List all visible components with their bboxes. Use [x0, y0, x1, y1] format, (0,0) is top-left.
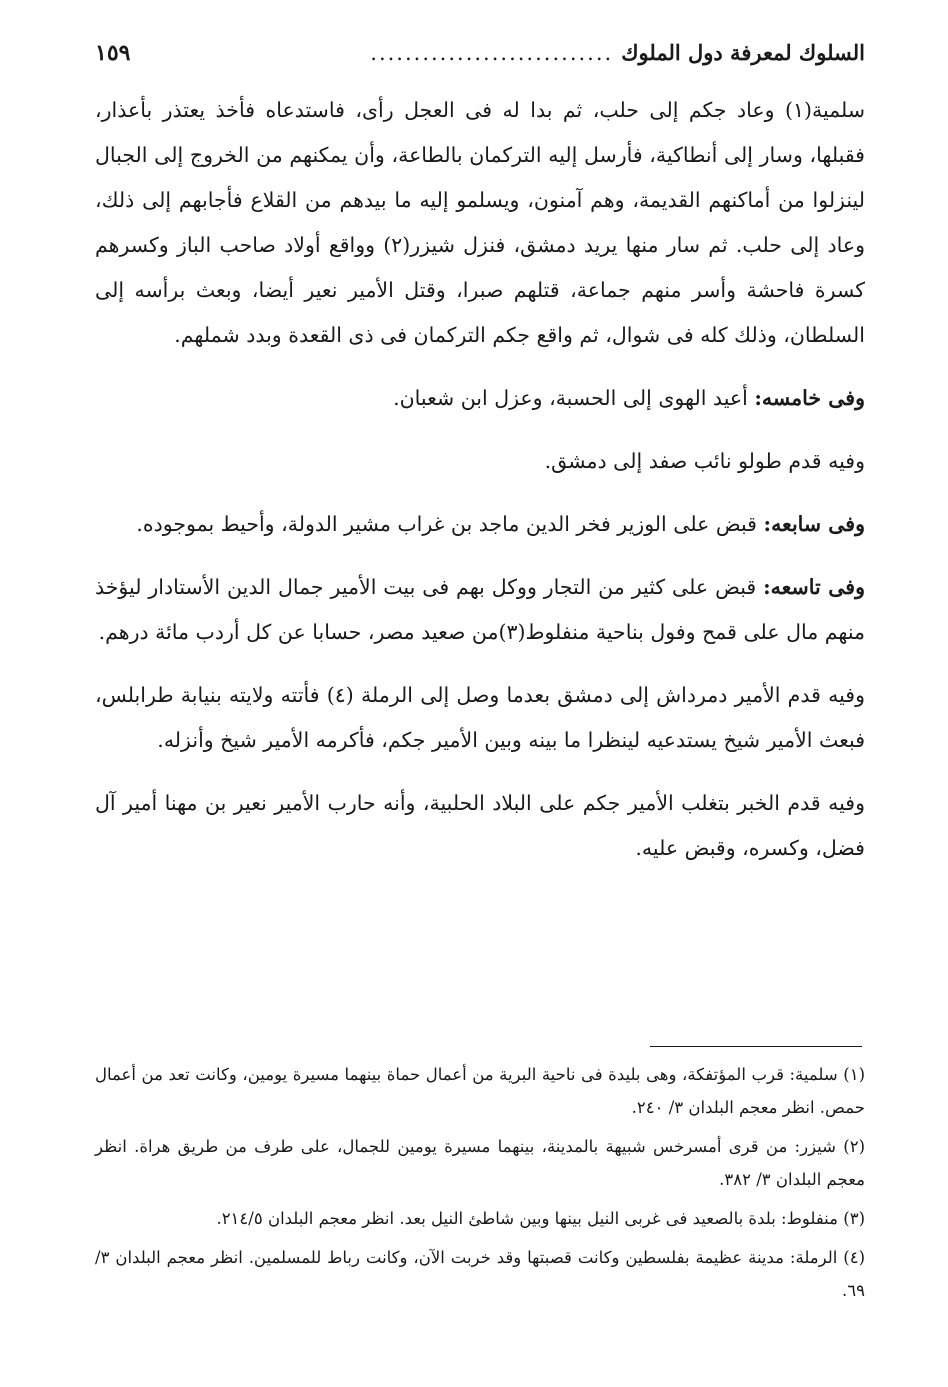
running-header [95, 40, 865, 88]
paragraph-7: وفيه قدم الخبر بتغلب الأمير جكم على البلاد الحلبية، وأنه حارب الأمير نعير بن مهنا أمير آل فضل، وكسره، وقبض عليه. [95, 791, 865, 860]
header-dots: ............................ [370, 41, 614, 65]
paragraph-5-lead: وفى تاسعه: [763, 575, 865, 599]
book-title: السلوك لمعرفة دول الملوك [621, 40, 865, 65]
page-number: ١٥٩ [95, 40, 131, 66]
paragraph-4 [95, 502, 865, 547]
page [95, 40, 865, 889]
paragraph-2 [95, 376, 865, 421]
paragraph-6: وفيه قدم الأمير دمرداش إلى دمشق بعدما وصل إلى الرملة (٤) فأتته ولايته بنيابة طرابلس، فبعث الأمير شيخ يستدعيه لينظرا ما بينه وبين الأمير جكم، فأكرمه الأمير شيخ وأنزله. [95, 683, 865, 752]
footnote-3: (٣) منفلوط: بلدة بالصعيد فى غربى النيل بينها وبين شاطئ النيل بعد. انظر معجم البلدان ٢١٤/٥. [216, 1209, 865, 1228]
footnote-1: (١) سلمية: قرب المؤتفكة، وهى بليدة فى ناحية البرية من أعمال حماة بينهما مسيرة يومين، وكانت تعد من أعمال حمص. انظر معجم البلدان ٣/ ٢٤٠. [95, 1065, 865, 1117]
paragraph-1: سلمية(١) وعاد جكم إلى حلب، ثم بدا له فى العجل رأى، فاستدعاه فأخذ يعتذر بأعذار، فقبلها، وسار إلى أنطاكية، فأرسل إليه التركمان بالطاعة، وأن يمكنهم من الخروج إلى الجبال لينزلوا من أماكنهم القديمة، وهم آمنون، ويسلمو إليه ما بيدهم من القلاع فأجابهم إلى ذلك، وعاد إلى حلب. ثم سار منها يريد دمشق، فنزل شيزر(٢) وواقع أولاد صاحب الباز وكسرهم كسرة فاحشة وأسر منهم جماعة، قتلهم صبرا، وقتل الأمير نعير أيضا، وبعث برأسه إلى السلطان، وذلك كله فى شوال، ثم واقع جكم التركمان فى ذى القعدة وبدد شملهم. [95, 98, 866, 347]
paragraph-2-text: أعيد الهوى إلى الحسبة، وعزل ابن شعبان. [393, 386, 755, 410]
footnote-4: (٤) الرملة: مدينة عظيمة بفلسطين وكانت قصبتها وقد خربت الآن، وكانت رباط للمسلمين. انظر معجم البلدان ٣/ ٦٩. [95, 1248, 865, 1300]
paragraph-4-text: قبض على الوزير فخر الدين ماجد بن غراب مشير الدولة، وأحيط بموجوده. [136, 512, 764, 536]
main-text [95, 88, 865, 871]
paragraph-5 [95, 565, 865, 655]
paragraph-2-lead: وفى خامسه: [754, 386, 865, 410]
footnote-2: (٢) شيزر: من قرى أمسرخس شبيهة بالمدينة، بينهما مسيرة يومين للجمال، على طرف من طريق هراة. انظر معجم البلدان ٣/ ٣٨٢. [95, 1137, 865, 1189]
paragraph-4-lead: وفى سابعه: [763, 512, 865, 536]
paragraph-5-text: قبض على كثير من التجار ووكل بهم فى بيت الأمير جمال الدين الأستادار ليؤخذ منهم مال على قمح وفول بناحية منفلوط(٣)من صعيد مصر، حسابا عن كل أردب مائة درهم. [95, 575, 865, 644]
footnote-divider [650, 1046, 862, 1047]
footnotes [95, 1058, 865, 1313]
paragraph-3: وفيه قدم طولو نائب صفد إلى دمشق. [544, 449, 865, 473]
